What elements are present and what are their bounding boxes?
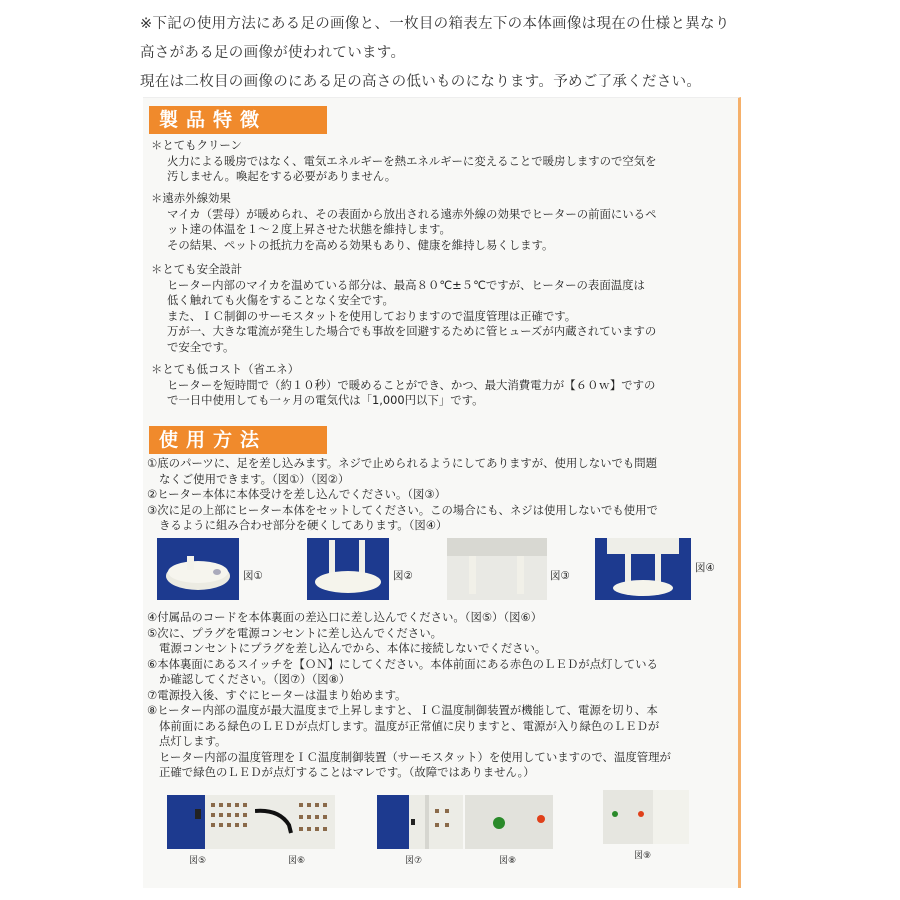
figure-4-caption: 図④ xyxy=(695,562,715,574)
features-heading: 製品特徴 xyxy=(149,106,327,134)
feature-low-cost xyxy=(151,362,731,409)
feature-text: ヒーター内部のマイカを温めている部分は、最高８０℃±５℃ですが、ヒーターの表面温度は xyxy=(167,277,645,292)
feature-far-infrared xyxy=(151,191,731,253)
step-line: ①底のパーツに、足を差し込みます。ネジで止められるようにしてありますが、使用しないでも問題 xyxy=(147,456,658,470)
figure-1-caption: 図① xyxy=(243,570,263,582)
feature-clean xyxy=(151,138,731,185)
feature-text: 万が一、大きな電流が発生した場合でも事故を回避するために管ヒューズが内蔵されていますの xyxy=(167,324,657,338)
feature-safety xyxy=(151,262,731,355)
figure-7-caption: 図⑦ xyxy=(405,856,423,866)
step-line: ④付属品のコードを本体裏面の差込口に差し込んでください。（図⑤）（図⑥） xyxy=(147,610,543,624)
feature-text: マイカ（雲母）が暖められ、その表面から放出される遠赤外線の効果でヒーターの前面にいるペ xyxy=(167,206,657,221)
figure-5-caption: 図⑤ xyxy=(189,856,207,866)
feature-text: で一日中使用しても一ヶ月の電気代は「1,000円以下」です。 xyxy=(167,393,484,407)
notice-line: ※下記の使用方法にある足の画像と、一枚目の箱表左下の本体画像は現在の仕様と異なり xyxy=(140,16,730,32)
feature-text: で安全です。 xyxy=(167,339,235,354)
figure-4-photo xyxy=(595,538,691,600)
feature-text: その結果、ペットの抵抗力を高める効果もあり、健康を維持し易くします。 xyxy=(167,237,554,252)
figure-9-caption: 図⑨ xyxy=(634,851,652,861)
figure-2-photo xyxy=(307,538,389,600)
figure-9-photo xyxy=(603,790,689,844)
step-line: ⑦電源投入後、すぐにヒーターは温まり始めます。 xyxy=(147,687,407,702)
step-line: か確認してください。（図⑦）（図⑧） xyxy=(159,672,351,686)
step-line: 正確で緑色のＬＥＤが点灯することはマレです。（故障ではありません。） xyxy=(159,765,535,779)
step-line: ⑤次に、プラグを電源コンセントに差し込んでください。 xyxy=(147,625,442,640)
notice-line: 高さがある足の画像が使われています。 xyxy=(140,45,406,61)
step-line: なくご使用できます。（図①）（図②） xyxy=(159,471,350,486)
notice-text xyxy=(140,10,880,97)
feature-title: ＊遠赤外線効果 xyxy=(151,191,231,205)
figure-5-photo xyxy=(167,795,255,849)
usage-steps-2 xyxy=(147,610,737,781)
figure-8-photo xyxy=(465,795,553,849)
figure-6-caption: 図⑥ xyxy=(288,856,306,866)
feature-text: ヒーターを短時間で（約１０秒）で暖めることができ、かつ、最大消費電力が【６０ｗ】ですの xyxy=(167,377,656,392)
step-line: ⑥本体裏面にあるスイッチを【ＯＮ】にしてください。本体前面にある赤色のＬＥＤが点灯している xyxy=(147,656,658,671)
step-line: 電源コンセントにプラグを差し込んでから、本体に接続しないでください。 xyxy=(159,641,547,655)
product-info-sheet xyxy=(143,97,741,888)
feature-title: ＊とても低コスト（省エネ） xyxy=(151,362,300,376)
feature-text: 汚しません。喚起をする必要がありません。 xyxy=(167,169,397,183)
feature-text: また、ＩＣ制御のサーモスタットを使用しておりますので温度管理は正確です。 xyxy=(167,308,577,323)
feature-text: 火力による暖房ではなく、電気エネルギーを熱エネルギーに変えることで暖房しますので空気を xyxy=(167,153,657,168)
feature-text: 低く触れても火傷をすることなく安全です。 xyxy=(167,293,394,307)
figure-8-caption: 図⑧ xyxy=(499,856,517,866)
feature-text: ット達の体温を１～２度上昇させた状態を維持します。 xyxy=(167,222,451,236)
figure-2-caption: 図② xyxy=(393,570,413,582)
step-line: ②ヒーター本体に本体受けを差し込んでください。（図③） xyxy=(147,487,447,501)
feature-title: ＊とても安全設計 xyxy=(151,262,243,276)
figure-1-photo xyxy=(157,538,239,600)
usage-heading: 使用方法 xyxy=(149,426,327,454)
usage-steps-1 xyxy=(147,456,737,534)
feature-title: ＊とてもクリーン xyxy=(151,138,242,152)
notice-line: 現在は二枚目の画像のにある足の高さの低いものになります。予めご了承ください。 xyxy=(140,74,702,90)
step-line: 体前面にある緑色のＬＥＤが点灯します。温度が正常値に戻りますと、電源が入り緑色のＬＥＤが xyxy=(159,718,660,733)
step-line: ⑧ヒーター内部の温度が最大温度まで上昇しますと、ＩＣ温度制御装置が機能して、電源を切り、本 xyxy=(147,703,658,717)
figure-7-photo xyxy=(377,795,463,849)
step-line: ③次に足の上部にヒーター本体をセットしてください。この場合にも、ネジは使用しないでも使用で xyxy=(147,502,658,517)
step-line: 点灯します。 xyxy=(159,734,227,748)
step-line: きるように組み合わせ部分を硬くしてあります。（図④） xyxy=(159,518,448,532)
figure-3-photo xyxy=(447,538,547,600)
figure-6-photo xyxy=(255,795,335,849)
figure-3-caption: 図③ xyxy=(550,570,570,582)
step-line: ヒーター内部の温度管理をＩＣ温度制御装置（サーモスタット）を使用していますので、温度管理が xyxy=(159,749,671,764)
